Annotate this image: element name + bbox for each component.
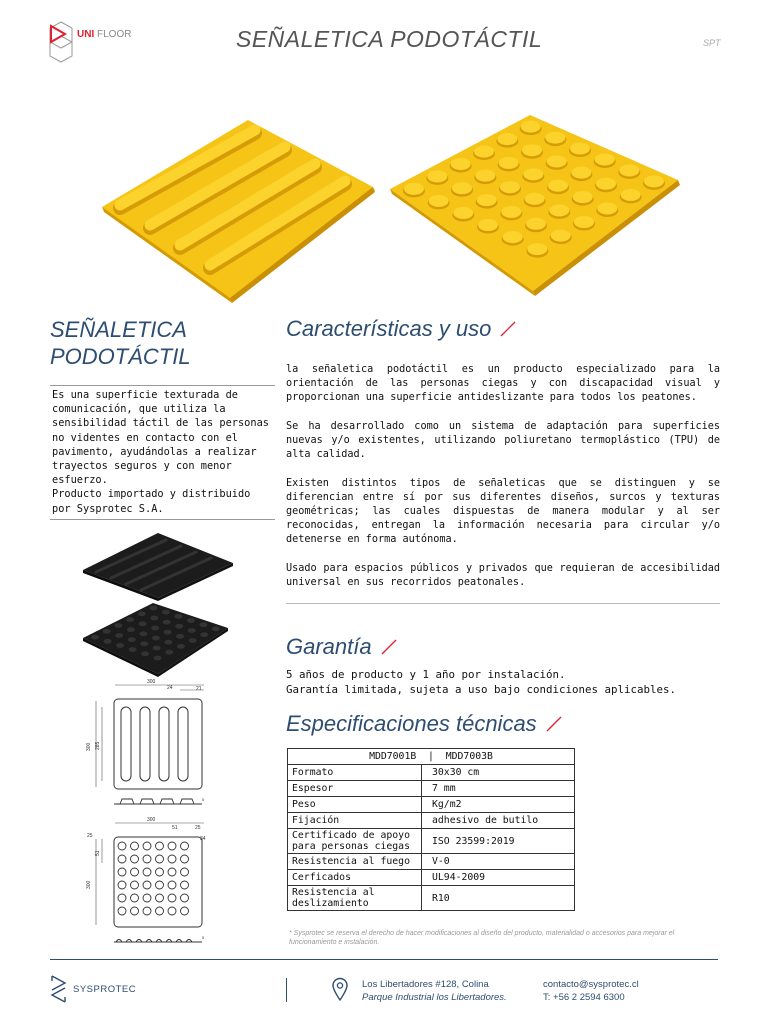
dot	[547, 155, 567, 167]
dot-dim-thickness: 5	[202, 935, 205, 940]
dot	[143, 894, 151, 902]
sysprotec-logo-icon	[49, 973, 69, 1005]
dot	[156, 855, 164, 863]
dot	[595, 153, 615, 165]
warranty-line-2: Garantía limitada, sujeta a uso bajo condiciones aplicables.	[286, 683, 677, 696]
dot	[156, 894, 164, 902]
dot	[118, 894, 126, 902]
dot	[548, 180, 568, 192]
dot	[91, 635, 99, 640]
spec-key: Fijación	[288, 813, 422, 829]
specs-heading-text: Especificaciones técnicas	[286, 711, 537, 736]
dot	[474, 146, 494, 158]
sidebar-divider-top	[50, 385, 275, 386]
spec-key: Certificado de apoyo para personas ciegas	[288, 829, 422, 854]
spec-key: Espesor	[288, 781, 422, 797]
dot	[200, 632, 208, 637]
product-photos	[40, 95, 730, 310]
dot	[168, 842, 176, 850]
footer-email-link[interactable]: contacto@sysprotec.cl	[543, 979, 639, 990]
table-row	[288, 797, 575, 813]
bar-dim-width: 300	[147, 679, 156, 685]
sidebar-title-line2: PODOTÁCTIL	[50, 344, 191, 369]
sidebar-import-note: Producto importado y distribuido por Sysprotec S.A.	[52, 488, 251, 515]
bar-tile-drawing	[82, 677, 212, 807]
specs-table	[287, 748, 575, 911]
dot	[143, 881, 151, 889]
dot	[181, 881, 189, 889]
dot	[574, 216, 594, 228]
spec-value: 7 mm	[422, 781, 575, 797]
dot	[131, 868, 139, 876]
dot	[131, 842, 139, 850]
sidebar-title-line1: SEÑALETICA	[50, 317, 187, 342]
dot	[140, 641, 148, 646]
spec-value: adhesivo de butilo	[422, 813, 575, 829]
dot	[619, 164, 639, 176]
features-paragraph-3: Existen distintos tipos de señaleticas que se distinguen y se diferencian entre sí por sus diferentes diseños, surcos y texturas geométricas; las cuales dispuestas de manera modular y al ser reconocidas, entregan la información necesaria para circular y/o detenerse en forma autónoma.	[286, 477, 720, 546]
dot	[152, 636, 160, 641]
yellow-dot-tile-image	[390, 115, 680, 296]
table-row	[288, 886, 575, 911]
dot	[525, 193, 545, 205]
dot	[177, 644, 185, 649]
dot	[497, 133, 517, 145]
bar-dim-d2: 21	[196, 686, 202, 692]
features-paragraph-4: Usado para espacios públicos y privados que requieran de accesibilidad universal en sus recorridos peatonales.	[286, 562, 720, 588]
spec-key: Resistencia al fuego	[288, 854, 422, 870]
dot	[104, 639, 112, 644]
dot	[151, 626, 159, 631]
dot	[138, 611, 146, 616]
dot	[127, 627, 135, 632]
dot	[181, 868, 189, 876]
dot	[131, 881, 139, 889]
dot	[174, 614, 182, 619]
dot	[621, 189, 641, 201]
dot	[139, 621, 147, 626]
brand-floor: FLOOR	[97, 29, 132, 40]
spec-key: Peso	[288, 797, 422, 813]
black-dot-tile-image	[83, 603, 228, 677]
dot	[188, 628, 196, 633]
dot	[168, 907, 176, 915]
warranty-body	[286, 667, 726, 697]
dot	[404, 183, 424, 195]
warranty-line-1: 5 años de producto y 1 año por instalación.	[286, 668, 566, 681]
dot-tile-drawing	[82, 815, 212, 945]
footer-separator	[286, 978, 287, 1002]
dot	[478, 219, 498, 231]
dot	[164, 640, 172, 645]
bar-dim-h2: 285	[95, 741, 101, 750]
dot	[149, 606, 157, 611]
dot	[453, 207, 473, 219]
footer-address-line2: Parque Industrial los Libertadores.	[362, 992, 507, 1003]
dot	[181, 855, 189, 863]
dot	[163, 620, 171, 625]
dot	[523, 168, 543, 180]
dot	[527, 243, 547, 255]
spec-key: Formato	[288, 765, 422, 781]
brand-uni: UNI	[77, 29, 95, 40]
dot	[156, 868, 164, 876]
page-title: SEÑALETICA PODOTÁCTIL	[236, 26, 543, 52]
specs-footnote: * Sysprotec se reserva el derecho de hacer modificaciones al diseño del producto, materialidad o accesorios para mejorar el funcionamiento e instalación.	[289, 930, 675, 946]
dot	[164, 630, 172, 635]
dot	[429, 195, 449, 207]
dot	[475, 170, 495, 182]
dot	[103, 629, 111, 634]
dot	[168, 868, 176, 876]
dot	[128, 637, 136, 642]
bar-dim-d1: 24	[167, 685, 173, 691]
spec-key: Cerficados	[288, 870, 422, 886]
dot	[162, 610, 170, 615]
dot	[181, 894, 189, 902]
dot	[187, 618, 195, 623]
dot	[118, 868, 126, 876]
dot	[118, 907, 126, 915]
sidebar-description-text: Es una superficie texturada de comunicación, que utiliza la sensibilidad táctil de las personas no videntes en contacto con el pavimento, ayudándolas a realizar trayectos seguros y con menor esfuerzo.	[52, 389, 269, 487]
dot	[150, 616, 158, 621]
section-divider	[286, 603, 720, 604]
dot	[116, 643, 124, 648]
footer-divider	[50, 959, 718, 960]
dot	[545, 132, 565, 144]
dot-dim-width: 300	[147, 817, 156, 823]
dot	[139, 631, 147, 636]
dot	[176, 634, 184, 639]
dot	[141, 651, 149, 656]
dot-dim-d4: 34	[200, 836, 206, 842]
dot	[521, 121, 541, 133]
specs-heading	[286, 711, 562, 737]
dot	[156, 881, 164, 889]
black-tiles-images	[78, 528, 238, 678]
warranty-heading	[286, 634, 397, 660]
spec-key: Resistencia al deslizamiento	[288, 886, 422, 911]
dot	[114, 623, 122, 628]
dot	[168, 855, 176, 863]
dot	[522, 144, 542, 156]
table-row	[288, 765, 575, 781]
specs-header-row	[288, 749, 575, 765]
red-slash-icon	[381, 639, 397, 655]
dot	[156, 907, 164, 915]
table-row	[288, 870, 575, 886]
dot	[143, 907, 151, 915]
brand-wordmark	[77, 29, 131, 40]
footer-contact	[543, 978, 639, 1004]
dot	[551, 230, 571, 242]
dot	[570, 143, 590, 155]
footer-address-line1: Los Libertadores #128, Colina	[362, 979, 489, 990]
warranty-heading-text: Garantía	[286, 634, 372, 659]
dot	[500, 181, 520, 193]
dot	[503, 231, 523, 243]
dot-dim-height: 300	[86, 880, 92, 889]
footer-brand: SYSPROTEC	[73, 984, 137, 995]
dot	[189, 638, 197, 643]
dot	[501, 206, 521, 218]
dot	[118, 855, 126, 863]
footer-phone: T: +56 2 2594 6300	[543, 992, 625, 1003]
location-pin-icon	[331, 977, 349, 1001]
dot	[143, 868, 151, 876]
features-paragraph-1: la señaletica podotáctil es un producto especializado para la orientación de las personas ciegas y con discapacidad visual y proporcionan una superficie antideslizante para todos los peatones.	[286, 364, 720, 404]
dot	[143, 855, 151, 863]
features-paragraph-2: Se ha desarrollado como un sistema de adaptación para superficies nuevas y/o existentes, utilizando poliuretano termoplástico (TPU) de alta calidad.	[286, 420, 720, 461]
dot	[118, 881, 126, 889]
table-row	[288, 829, 575, 854]
table-row	[288, 854, 575, 870]
sidebar-title	[50, 316, 250, 370]
table-row	[288, 813, 575, 829]
dot-dim-d3: 25	[87, 833, 93, 839]
dot	[212, 626, 220, 631]
red-slash-icon	[500, 321, 516, 337]
dot	[168, 881, 176, 889]
spec-value: UL94-2009	[422, 870, 575, 886]
dot	[477, 194, 497, 206]
red-slash-icon	[546, 716, 562, 732]
bar-dim-height: 300	[86, 742, 92, 751]
features-body	[286, 363, 720, 604]
dot	[499, 157, 519, 169]
footer-address	[362, 978, 507, 1004]
spec-value: 30x30 cm	[422, 765, 575, 781]
dot	[154, 656, 162, 661]
bar-dim-thickness: 5	[202, 797, 205, 802]
spec-value: V-0	[422, 854, 575, 870]
sidebar-divider-bottom	[50, 519, 275, 520]
dot	[199, 622, 207, 627]
dot	[452, 182, 472, 194]
dot	[573, 191, 593, 203]
uni-floor-logo-icon	[48, 20, 74, 64]
yellow-bar-tile-image	[102, 120, 375, 303]
document-code: SPT	[703, 38, 721, 48]
spec-value: R10	[422, 886, 575, 911]
dot	[131, 894, 139, 902]
dot	[131, 855, 139, 863]
dot-dim-d2: 25	[195, 825, 201, 831]
dot	[571, 167, 591, 179]
dot	[596, 178, 616, 190]
table-row	[288, 781, 575, 797]
dot	[165, 650, 173, 655]
dot	[597, 202, 617, 214]
dot	[644, 175, 664, 187]
dot	[143, 842, 151, 850]
dot	[526, 218, 546, 230]
dot	[115, 633, 123, 638]
dot	[153, 646, 161, 651]
spec-value: Kg/m2	[422, 797, 575, 813]
dot	[168, 894, 176, 902]
features-heading	[286, 316, 516, 342]
dot	[427, 170, 447, 182]
dot	[175, 624, 183, 629]
spec-value: ISO 23599:2019	[422, 829, 575, 854]
features-heading-text: Características y uso	[286, 316, 492, 341]
sidebar-description	[52, 388, 274, 516]
dot	[131, 907, 139, 915]
dot	[129, 647, 137, 652]
dot	[126, 617, 134, 622]
black-bar-tile-image	[83, 533, 233, 601]
dot	[181, 907, 189, 915]
specs-models: MDD7001B | MDD7003B	[288, 749, 575, 765]
dot	[451, 158, 471, 170]
dot-dim-h1: 51	[95, 850, 101, 856]
dot-dim-d1: 51	[172, 825, 178, 831]
dot	[181, 842, 189, 850]
dot	[549, 204, 569, 216]
dot	[156, 842, 164, 850]
dot	[118, 842, 126, 850]
